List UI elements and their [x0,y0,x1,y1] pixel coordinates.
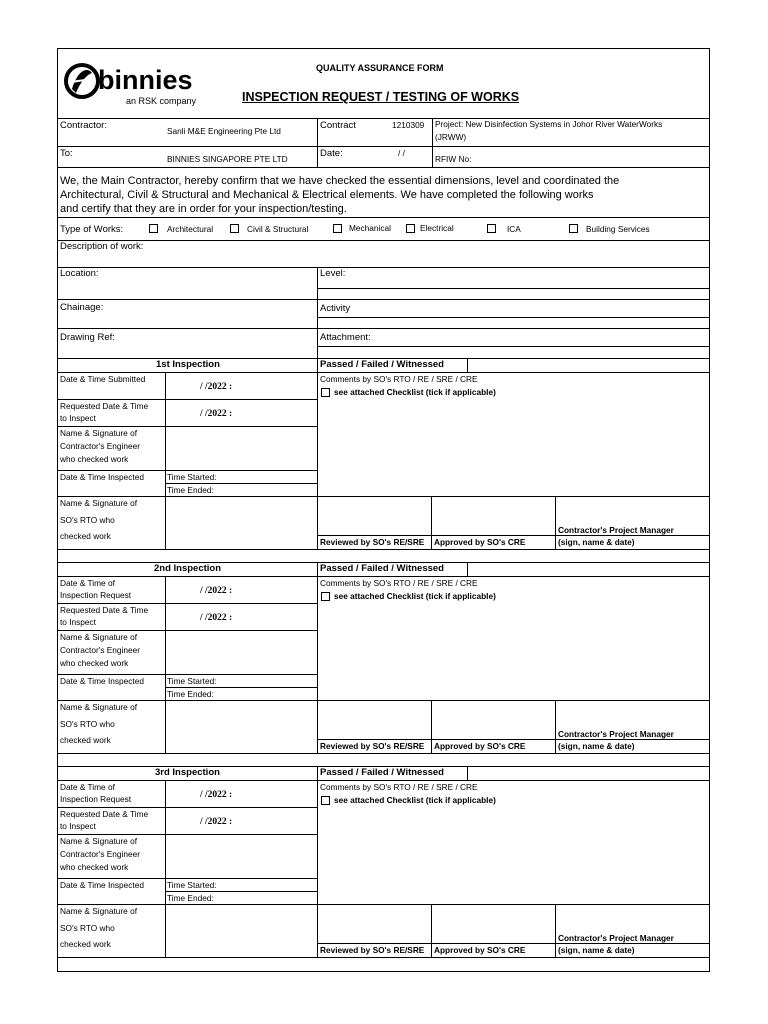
activity-label: Activity [320,303,351,314]
requested-date-label: Requested Date & Time [60,605,149,615]
divider [432,118,433,167]
divider [58,807,317,808]
rto-signature-label-2: SO's RTO who [60,515,115,525]
divider [317,118,318,167]
divider [58,217,709,218]
requested-date-label: Requested Date & Time [60,809,149,819]
project-manager-label-1: Contractor's Project Manager [558,933,674,943]
date-request-field[interactable]: / /2022 : [200,790,233,800]
building-services-checkbox[interactable] [569,224,578,233]
civil-structural-checkbox[interactable] [230,224,239,233]
project-manager-label-2: (sign, name & date) [558,537,635,547]
mechanical-checkbox[interactable] [333,224,342,233]
project-manager-label-1: Contractor's Project Manager [558,525,674,535]
inspection-title: 1st Inspection [156,359,220,370]
comments-label: Comments by SO's RTO / RE / SRE / CRE [320,782,478,792]
reviewed-by-label: Reviewed by SO's RE/SRE [320,537,425,547]
divider [431,700,432,753]
to-value[interactable]: BINNIES SINGAPORE PTE LTD [167,154,288,164]
requested-date-label-2: to Inspect [60,413,96,423]
divider [58,267,709,268]
divider [58,753,709,754]
rto-signature-label-3: checked work [60,939,111,949]
divider [58,372,709,373]
requested-date-field[interactable]: / /2022 : [200,613,233,623]
divider [317,562,318,753]
divider [58,549,709,550]
inspection-request-form [57,48,710,972]
project-manager-label-2: (sign, name & date) [558,945,635,955]
contract-label: Contract [320,120,356,131]
location-label: Location: [60,268,99,279]
requested-date-field[interactable]: / /2022 : [200,409,233,419]
time-started-field[interactable]: Time Started: [167,676,217,686]
project-name-line1: Project: New Disinfection Systems in Johor River WaterWorks [435,119,663,129]
engineer-signature-label-3: who checked work [60,862,129,872]
divider [58,878,317,879]
divider [58,834,317,835]
ica-checkbox[interactable] [487,224,496,233]
inspection-section-1 [58,358,709,562]
page-title: INSPECTION REQUEST / TESTING OF WORKS [242,90,520,104]
divider [58,780,709,781]
divider [58,426,317,427]
date-submitted-field[interactable]: / /2022 : [200,382,233,392]
divider [317,535,709,536]
comments-label: Comments by SO's RTO / RE / SRE / CRE [320,578,478,588]
divider [467,766,468,780]
rto-signature-label-3: checked work [60,531,111,541]
divider [317,358,318,549]
checklist-label: see attached Checklist (tick if applicable) [334,795,496,805]
approved-by-label: Approved by SO's CRE [434,945,526,955]
declaration-line3: and certify that they are in order for your inspection/testing. [60,203,347,215]
divider [431,496,432,549]
divider [58,904,709,905]
engineer-signature-label-1: Name & Signature of [60,632,138,642]
divider [467,562,468,576]
declaration-line1: We, the Main Contractor, hereby confirm that we have checked the essential dimensions, level and coordinated the [60,175,620,187]
inspection-status[interactable]: Passed / Failed / Witnessed [320,563,444,574]
to-label: To: [60,148,73,159]
date-request-label: Date & Time of [60,578,115,588]
engineer-signature-label-1: Name & Signature of [60,836,138,846]
rto-signature-label-1: Name & Signature of [60,498,138,508]
logo-subtitle: an RSK company [126,96,197,106]
requested-date-label-2: to Inspect [60,617,96,627]
electrical-label: Electrical [420,223,454,233]
divider [431,904,432,957]
divider [467,358,468,372]
divider [555,904,556,957]
divider [58,630,317,631]
rto-signature-label-1: Name & Signature of [60,906,138,916]
checklist-label: see attached Checklist (tick if applicable) [334,591,496,601]
divider [58,470,317,471]
architectural-checkbox[interactable] [149,224,158,233]
attachment-label: Attachment: [320,332,371,343]
rto-signature-label-3: checked work [60,735,111,745]
civil-structural-label: Civil & Structural [247,224,309,234]
time-ended-field[interactable]: Time Ended: [167,689,214,699]
date-request-label-2: Inspection Request [60,794,132,804]
requested-date-label-2: to Inspect [60,821,96,831]
contractor-value[interactable]: Sanli M&E Engineering Pte Ltd [167,126,281,136]
divider [58,700,709,701]
requested-date-label: Requested Date & Time [60,401,149,411]
ica-label: ICA [507,224,521,234]
divider [165,891,317,892]
contractor-label: Contractor: [60,120,107,131]
engineer-signature-label-3: who checked work [60,658,129,668]
divider [58,957,709,958]
inspection-status[interactable]: Passed / Failed / Witnessed [320,767,444,778]
date-inspected-label: Date & Time Inspected [60,472,144,482]
binnies-logo [62,59,212,107]
divider [317,766,318,957]
divider [165,483,317,484]
divider [58,146,709,147]
date-inspected-label: Date & Time Inspected [60,880,144,890]
drawing-ref-label: Drawing Ref: [60,332,115,343]
divider [317,943,709,944]
divider [58,167,709,168]
divider [317,346,709,347]
electrical-checkbox[interactable] [406,224,415,233]
date-request-label-2: Inspection Request [60,590,132,600]
approved-by-label: Approved by SO's CRE [434,537,526,547]
checklist-label: see attached Checklist (tick if applicable) [334,387,496,397]
rfiw-no-label[interactable]: RFIW No: [435,154,472,164]
rto-signature-label-1: Name & Signature of [60,702,138,712]
engineer-signature-label-2: Contractor's Engineer [60,849,140,859]
date-request-label: Date & Time of [60,782,115,792]
divider [317,317,709,318]
logo-wordmark: binnies [98,65,193,95]
date-label: Date: [320,148,343,159]
reviewed-by-label: Reviewed by SO's RE/SRE [320,945,425,955]
time-started-field[interactable]: Time Started: [167,880,217,890]
rto-signature-label-2: SO's RTO who [60,719,115,729]
project-manager-label-1: Contractor's Project Manager [558,729,674,739]
rto-signature-label-2: SO's RTO who [60,923,115,933]
approved-by-label: Approved by SO's CRE [434,741,526,751]
divider [317,739,709,740]
time-ended-field[interactable]: Time Ended: [167,893,214,903]
divider [317,288,709,289]
date-submitted-label: Date & Time Submitted [60,374,146,384]
divider [58,240,709,241]
checklist-checkbox[interactable] [321,796,330,805]
divider [58,576,709,577]
architectural-label: Architectural [167,224,214,234]
divider [165,687,317,688]
chainage-label: Chainage: [60,302,104,313]
divider [58,399,317,400]
building-services-label: Building Services [586,224,650,234]
inspection-section-3 [58,766,709,970]
form-type: QUALITY ASSURANCE FORM [316,63,444,73]
contract-number[interactable]: 1210309 [392,120,425,130]
divider [555,496,556,549]
inspection-title: 2nd Inspection [154,563,222,574]
comments-label: Comments by SO's RTO / RE / SRE / CRE [320,374,478,384]
date-value[interactable]: / / [398,148,405,158]
engineer-signature-label-2: Contractor's Engineer [60,645,140,655]
checklist-checkbox[interactable] [321,592,330,601]
description-of-work-label: Description of work: [60,241,144,252]
engineer-signature-label-3: who checked work [60,454,129,464]
declaration-line2: Architectural, Civil & Structural and Mechanical & Electrical elements. We have completed the following works [60,189,594,201]
time-started-field[interactable]: Time Started: [167,472,217,482]
type-of-works-label: Type of Works: [60,224,124,235]
checklist-checkbox[interactable] [321,388,330,397]
mechanical-label: Mechanical [349,223,391,233]
engineer-signature-label-2: Contractor's Engineer [60,441,140,451]
inspection-status[interactable]: Passed / Failed / Witnessed [320,359,444,370]
date-inspected-label: Date & Time Inspected [60,676,144,686]
divider [58,328,709,329]
inspection-title: 3rd Inspection [155,767,220,778]
divider [317,267,318,358]
inspection-section-2 [58,562,709,766]
divider [58,496,709,497]
project-manager-label-2: (sign, name & date) [558,741,635,751]
requested-date-field[interactable]: / /2022 : [200,817,233,827]
divider [58,603,317,604]
divider [58,674,317,675]
date-request-field[interactable]: / /2022 : [200,586,233,596]
divider [58,299,709,300]
level-label: Level: [320,268,346,279]
divider [555,700,556,753]
reviewed-by-label: Reviewed by SO's RE/SRE [320,741,425,751]
time-ended-field[interactable]: Time Ended: [167,485,214,495]
project-name-line2: (JRWW) [435,132,467,142]
engineer-signature-label-1: Name & Signature of [60,428,138,438]
